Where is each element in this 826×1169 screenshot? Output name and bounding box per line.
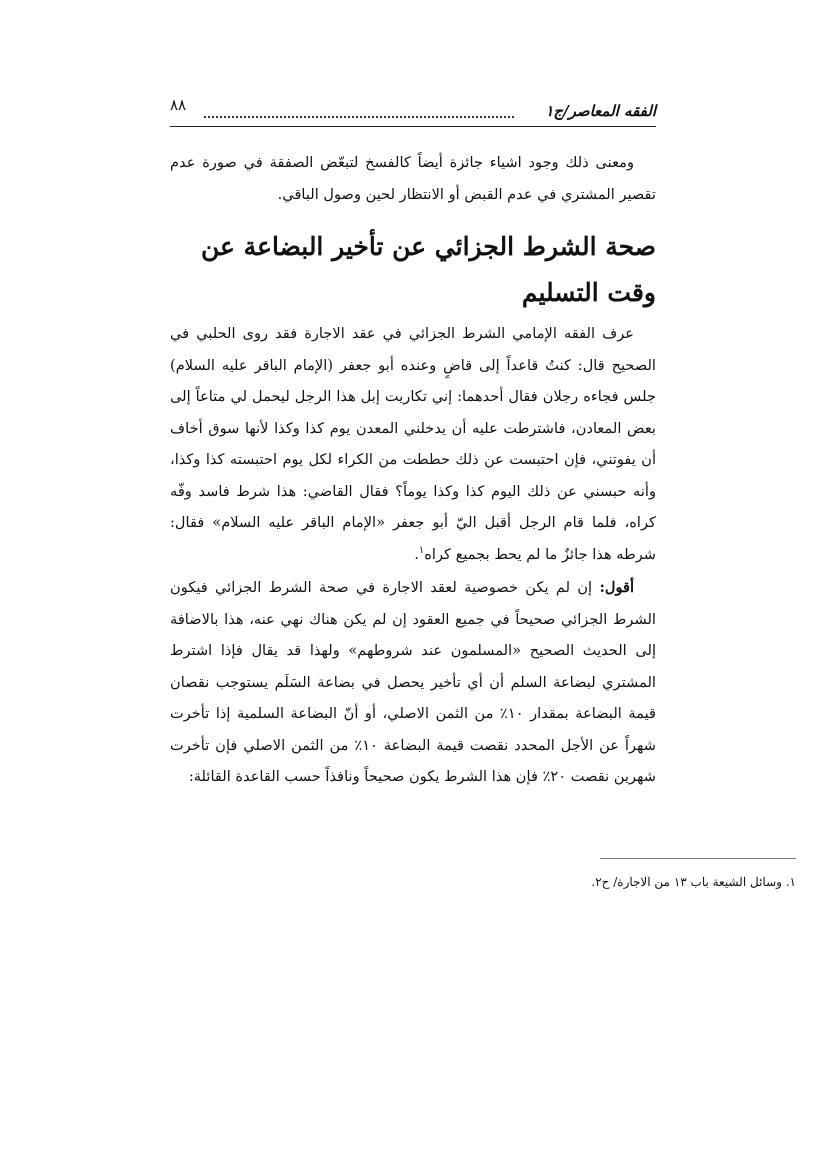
header-dot-leader <box>204 116 514 118</box>
hadith-text-end: . <box>414 545 419 563</box>
hadith-paragraph <box>170 318 656 570</box>
opinion-label: أقول: <box>599 579 635 596</box>
running-title: الفقه المعاصر/ج١ <box>545 102 656 120</box>
section-title: صحة الشرط الجزائي عن تأخير البضاعة عن وقت التسليم <box>201 232 656 307</box>
hadith-text: عرف الفقه الإمامي الشرط الجزائي في عقد الاجارة فقد روى الحلبي في الصحيح قال: كنتُ قاعداً إلى قاضٍ وعنده أبو جعفر (الإمام الباقر عليه السلام) جلس فجاءه رجلان فقال أحدهما: إني تكاريت إبل هذا الرجل ليحمل لي متاعاً إلى بعض المعادن، فاشترطت عليه أن يدخلني المعدن يوم كذا وكذا لأنها سوق أخاف أن يفوتني، فإن احتبست عن ذلك حططت من الكراء لكل يوم احتبسته كذا وكذا، وأنه حبسني عن ذلك اليوم كذا وكذا يوماً؟ فقال القاضي: هذا شرط فاسد وفّه كراه، فلما قام الرجل أقبل اليّ أبو جعفر «الإمام الباقر عليه السلام» فقال: شرطه هذا جائزٌ ما لم يحط بجميع كراه <box>170 325 656 563</box>
footnote-reference: ١ <box>418 544 425 556</box>
footnote: ١. وسائل الشيعة باب ١٣ من الاجارة/ ح٢. <box>591 875 796 889</box>
intro-paragraph: ومعنى ذلك وجود اشياء جائزة أيضاً كالفسخ لتبعّض الصفقة في صورة عدم تقصير المشتري في عدم القبض أو الانتظار لحين وصول الباقي. <box>170 154 656 203</box>
footnote-divider <box>600 858 796 859</box>
page-content <box>170 92 656 793</box>
page-number: ٨٨ <box>170 96 187 114</box>
page-header <box>170 92 656 127</box>
opinion-text: إن لم يكن خصوصية لعقد الاجارة في صحة الشرط الجزائي فيكون الشرط الجزائي صحيحاً في جميع العقود إن لم يكن هناك نهي عنه، هذا بالاضافة إلى الحديث الصحيح «المسلمون عند شروطهم» ولهذا قد يقال فإذا اشترط المشتري لبضاعة السلم أن أي تأخير يحصل في بضاعة السَلَم يستوجب نقصان قيمة البضاعة بمقدار ١٠٪ من الثمن الاصلي، أو أنّ البضاعة السلمية إذا تأخرت شهراً عن الأجل المحدد نقصت قيمة البضاعة ١٠٪ من الثمن الاصلي فإن تأخرت شهرين نقصت ٢٠٪ فإن هذا الشرط يكون صحيحاً ونافذاً حسب القاعدة القائلة: <box>170 579 656 785</box>
opinion-paragraph <box>170 572 656 793</box>
